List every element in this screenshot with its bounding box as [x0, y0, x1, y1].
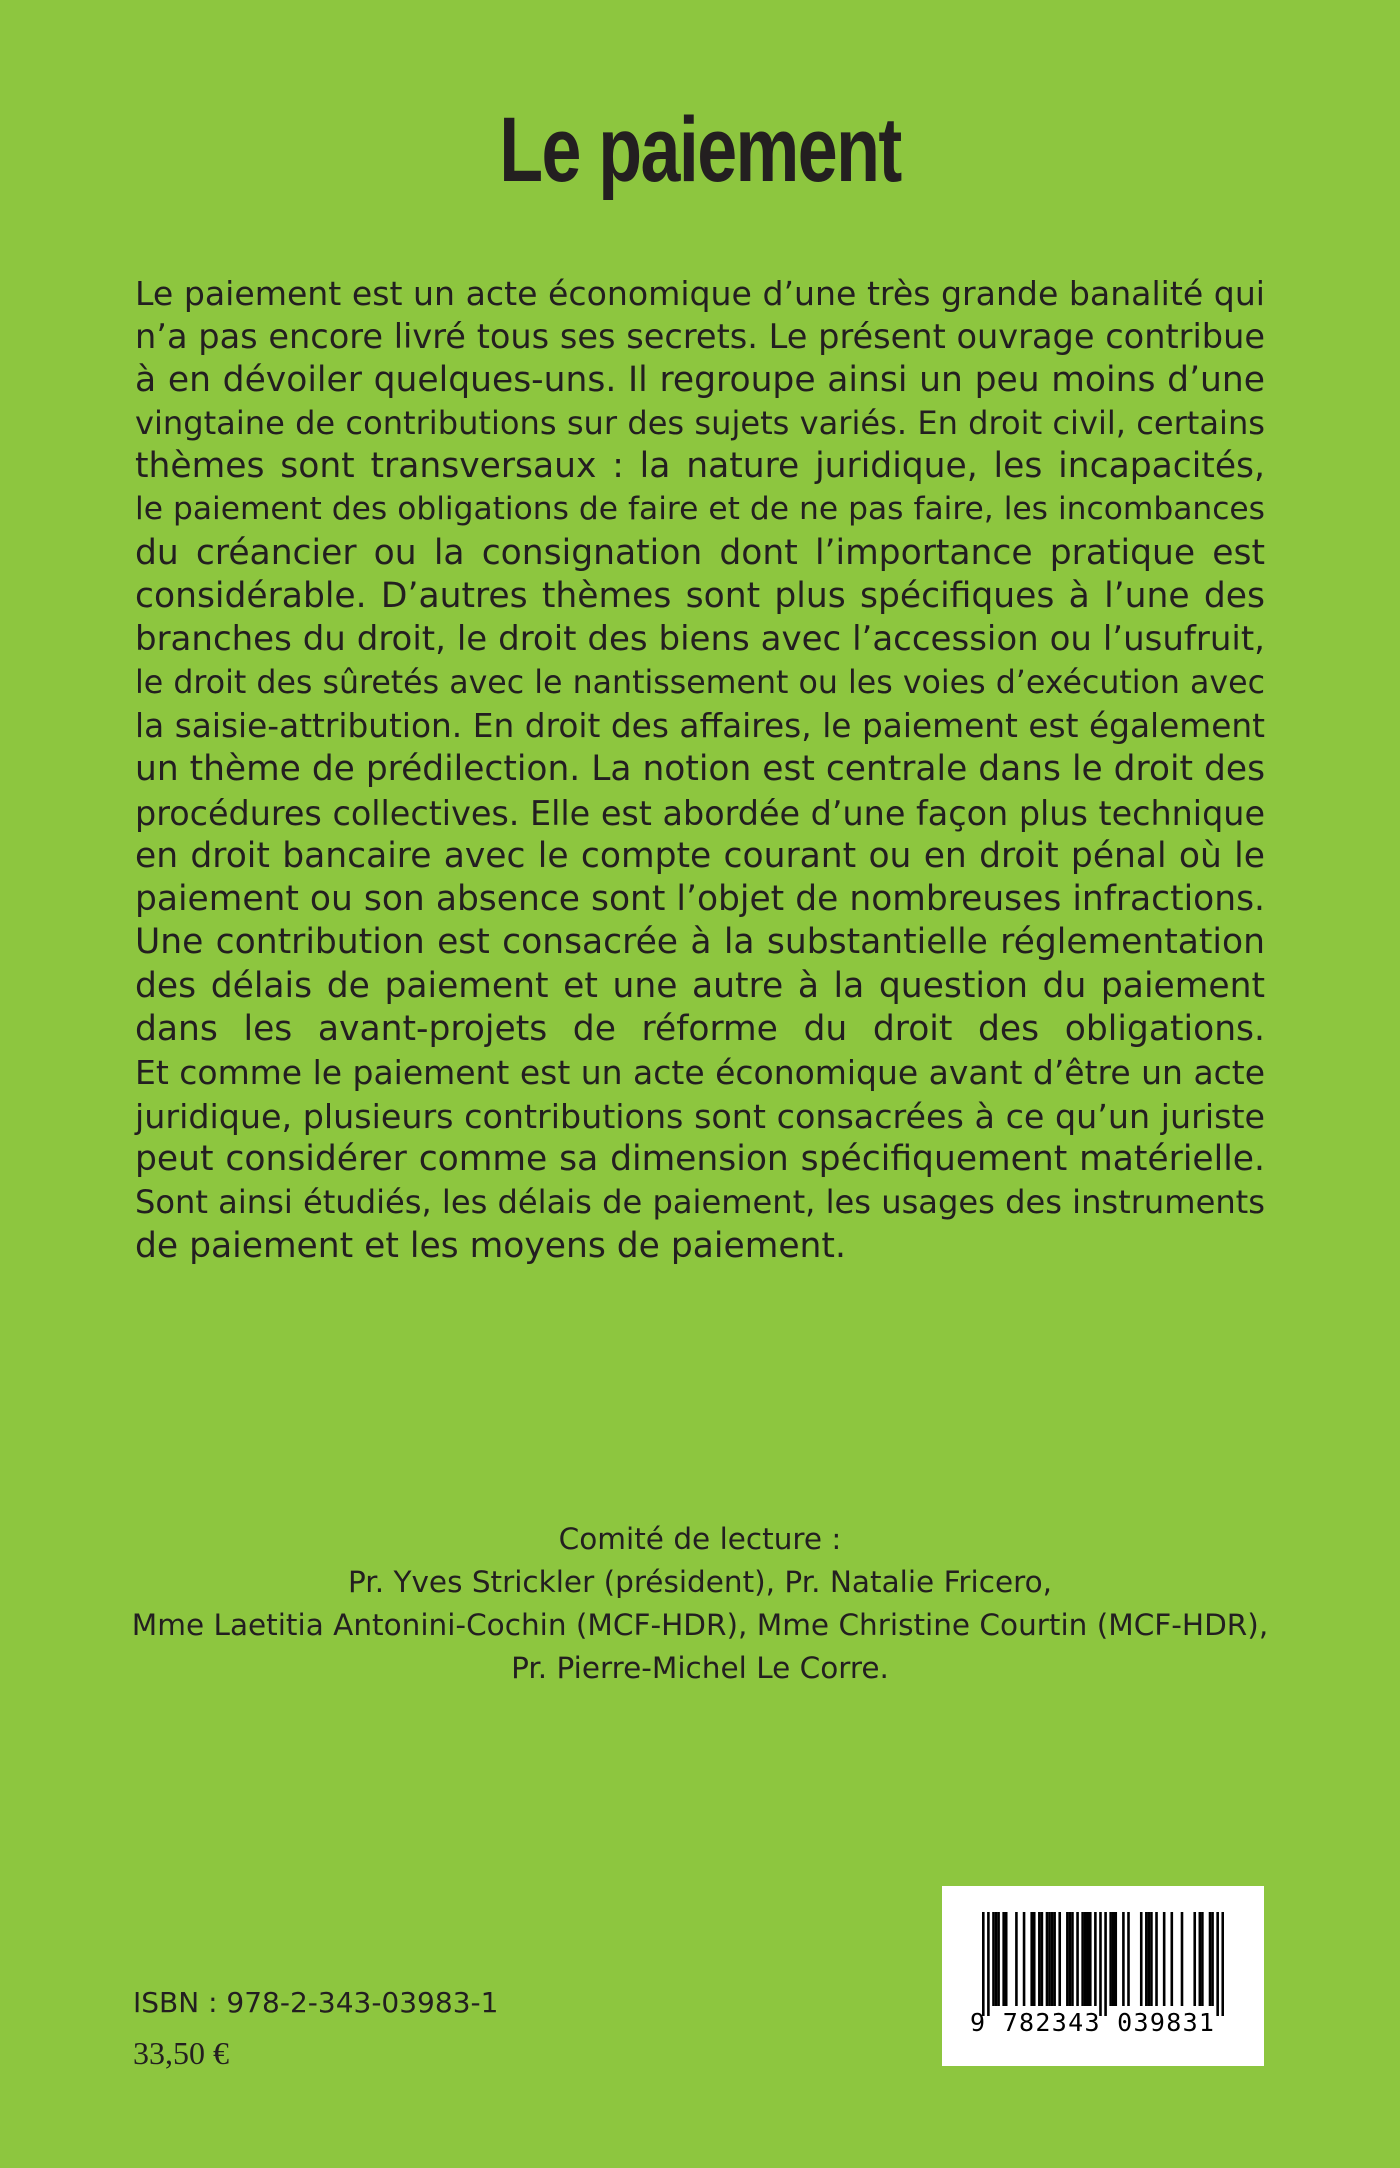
barcode-bar	[1199, 1912, 1202, 2006]
barcode-bar	[1114, 1912, 1117, 2006]
synopsis-line: Et comme le paiement est un acte économique avant d’être un acte	[135, 1053, 1265, 1093]
synopsis-line: du créancier ou la consignation dont l’importance pratique est	[135, 532, 1265, 573]
barcode-bar	[1071, 1912, 1074, 2006]
synopsis-line: dans les avant-projets de réforme du droit des obligations.	[135, 1009, 1265, 1050]
reading-committee	[0, 1518, 1400, 1690]
synopsis-line: considérable. D’autres thèmes sont plus spécifiques à l’une des	[135, 576, 1265, 617]
barcode-bar	[1046, 1912, 1049, 2006]
synopsis-line: Le paiement est un acte économique d’une très grande banalité qui	[135, 274, 1265, 313]
barcode-bar	[1122, 1912, 1125, 2006]
synopsis-line: vingtaine de contributions sur des sujets variés. En droit civil, certains	[135, 403, 1265, 442]
barcode-bar	[1193, 1912, 1196, 2006]
barcode-bar	[1066, 1912, 1069, 2006]
synopsis-line: n’a pas encore livré tous ses secrets. Le présent ouvrage contribue	[135, 317, 1265, 357]
barcode-bar	[1041, 1912, 1044, 2006]
barcode-bar	[997, 1912, 1000, 2006]
barcode-bar	[1038, 1912, 1041, 2006]
barcode-bar	[1058, 1912, 1061, 2006]
barcode	[942, 1886, 1264, 2066]
barcode-bars	[982, 1912, 1224, 2016]
synopsis-line: le droit des sûretés avec le nantissement ou les voies d’exécution avec	[135, 664, 1265, 701]
synopsis-line: à en dévoiler quelques-uns. Il regroupe ainsi un peu moins d’une	[135, 359, 1265, 400]
barcode-bar	[1201, 1912, 1204, 2006]
barcode-bar	[1081, 1912, 1084, 2006]
barcode-bar	[1211, 1912, 1214, 2006]
synopsis-line: de paiement et les moyens de paiement.	[135, 1225, 846, 1266]
synopsis-line: juridique, plusieurs contributions sont consacrées à ce qu’un juriste	[135, 1096, 1265, 1136]
synopsis	[135, 272, 1265, 1268]
barcode-bar	[1023, 1912, 1026, 2006]
barcode-bar	[1015, 1912, 1018, 2006]
barcode-bar	[1086, 1912, 1089, 2006]
synopsis-line: Sont ainsi étudiés, les délais de paiement, les usages des instruments	[135, 1183, 1265, 1222]
price: 33,50 €	[133, 2035, 229, 2071]
committee-line: Mme Laetitia Antonini-Cochin (MCF-HDR), Mme Christine Courtin (MCF-HDR),	[131, 1608, 1269, 1642]
synopsis-line: Une contribution est consacrée à la substantielle réglementation	[135, 922, 1265, 963]
synopsis-line: un thème de prédilection. La notion est centrale dans le droit des	[135, 749, 1265, 790]
barcode-bar	[1109, 1912, 1112, 2006]
barcode-bar	[987, 1912, 990, 2016]
book-title: Le paiement	[499, 99, 901, 201]
barcode-bar	[1084, 1912, 1087, 2006]
barcode-bar	[1171, 1912, 1174, 2006]
barcode-bar	[1112, 1912, 1115, 2006]
barcode-bar	[1181, 1912, 1184, 2006]
barcode-bar	[1216, 1912, 1219, 2016]
barcode-bar	[1033, 1912, 1036, 2006]
barcode-bar	[992, 1912, 995, 2006]
barcode-bar	[982, 1912, 985, 2016]
barcode-bar	[1089, 1912, 1092, 2006]
synopsis-line: des délais de paiement et une autre à la question du paiement	[135, 965, 1265, 1006]
synopsis-line: procédures collectives. Elle est abordée d’une façon plus technique	[135, 793, 1265, 833]
barcode-bar	[1104, 1912, 1107, 2016]
barcode-bar	[1094, 1912, 1097, 2006]
barcode-bar	[1099, 1912, 1102, 2016]
barcode-bar	[1005, 1912, 1008, 2006]
barcode-bar	[1127, 1912, 1130, 2006]
barcode-bar	[1150, 1912, 1153, 2006]
committee-line: Pr. Pierre-Michel Le Corre.	[511, 1651, 889, 1685]
barcode-bar	[1002, 1912, 1005, 2006]
barcode-bar	[1076, 1912, 1079, 2006]
barcode-bar	[995, 1912, 998, 2006]
committee-line: Pr. Yves Strickler (président), Pr. Natalie Fricero,	[348, 1565, 1052, 1599]
barcode-digits: 9 782343 039831	[970, 2008, 1216, 2037]
synopsis-line: le paiement des obligations de faire et de ne pas faire, les incombances	[135, 491, 1265, 528]
barcode-bar	[1051, 1912, 1054, 2006]
isbn: ISBN : 978-2-343-03983-1	[133, 1986, 499, 2019]
synopsis-line: en droit bancaire avec le compte courant ou en droit pénal où le	[135, 835, 1265, 876]
barcode-bar	[1048, 1912, 1051, 2006]
barcode-bar	[1221, 1912, 1224, 2016]
synopsis-line: peut considérer comme sa dimension spécifiquement matérielle.	[135, 1138, 1265, 1179]
barcode-bar	[1140, 1912, 1143, 2006]
barcode-bar	[1163, 1912, 1166, 2006]
synopsis-line: branches du droit, le droit des biens avec l’accession ou l’usufruit,	[135, 619, 1265, 660]
barcode-bar	[1053, 1912, 1056, 2006]
barcode-bar	[1209, 1912, 1212, 2006]
barcode-bar	[1145, 1912, 1148, 2006]
barcode-bar	[1069, 1912, 1072, 2006]
synopsis-line: paiement ou son absence sont l’objet de nombreuses infractions.	[135, 879, 1265, 920]
barcode-bar	[1030, 1912, 1033, 2006]
synopsis-line: la saisie-attribution. En droit des affaires, le paiement est également	[135, 706, 1265, 745]
barcode-bar	[1148, 1912, 1151, 2006]
barcode-bar	[1155, 1912, 1158, 2006]
synopsis-line: thèmes sont transversaux : la nature juridique, les incapacités,	[135, 446, 1265, 487]
committee-heading: Comité de lecture :	[558, 1522, 842, 1556]
